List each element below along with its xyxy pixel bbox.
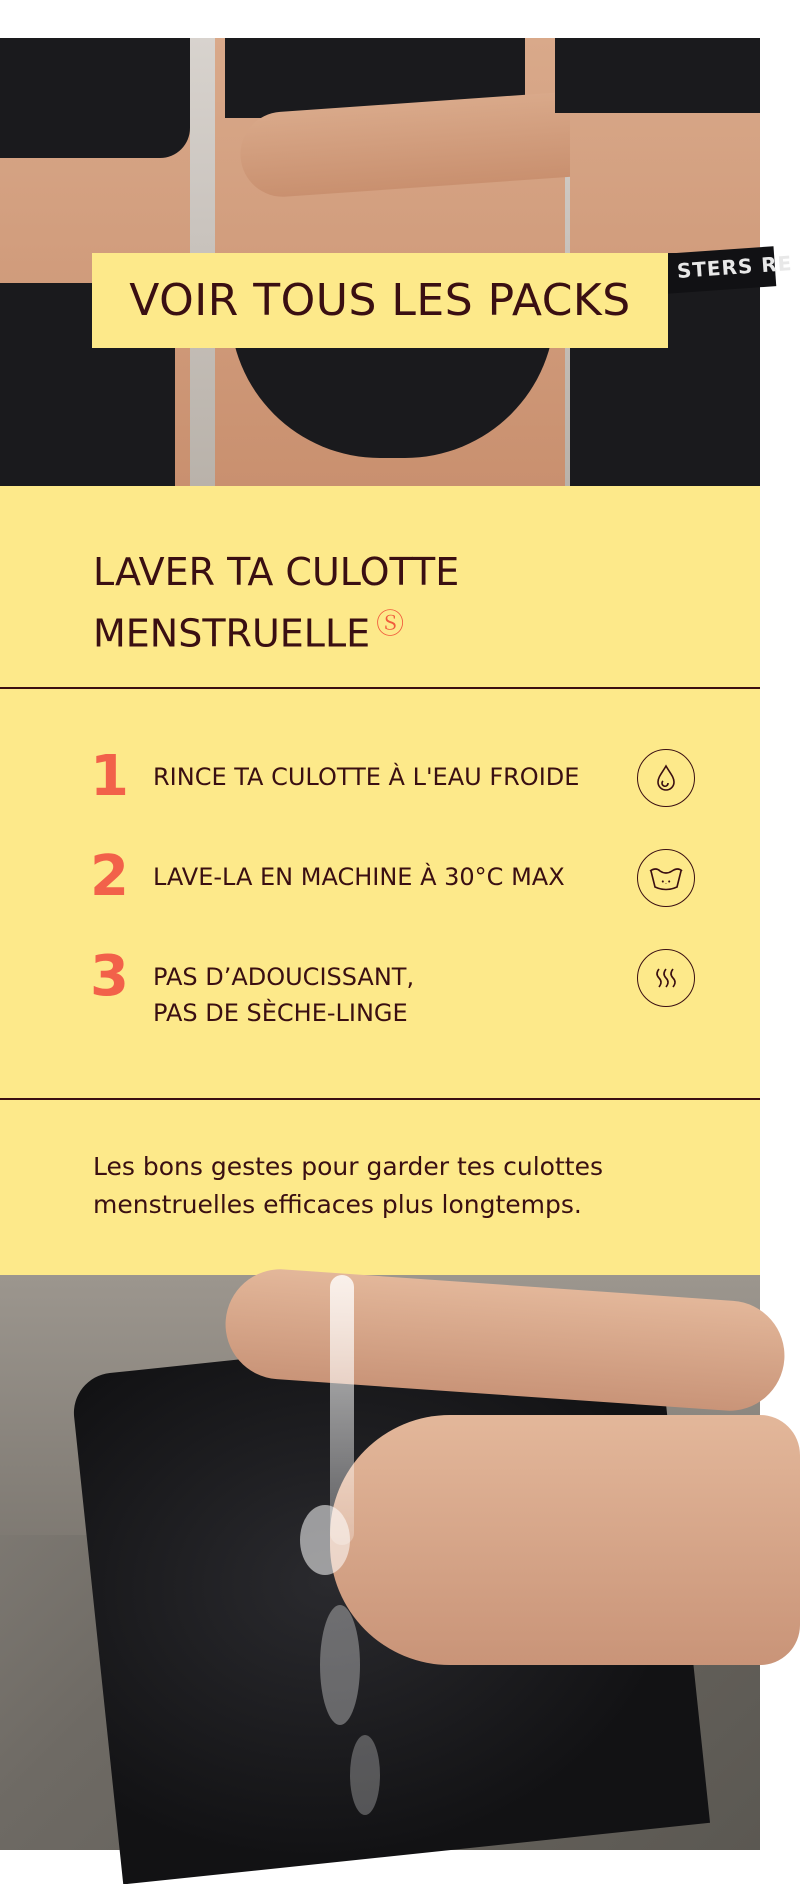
washing-basin-icon [637, 849, 695, 907]
left-figure-top [0, 38, 190, 158]
step-text: RINCE TA CULOTTE À L'EAU FROIDE [153, 763, 580, 791]
washing-photo [0, 1275, 760, 1850]
water-splash [350, 1735, 380, 1815]
wash-guide-title-text: LAVER TA CULOTTE MENSTRUELLE [93, 550, 460, 656]
right-figure-top [555, 38, 760, 113]
water-drop-icon [637, 749, 695, 807]
view-all-packs-button[interactable]: VOIR TOUS LES PACKS [92, 253, 668, 348]
hero-photo [0, 38, 794, 486]
wash-guide-description [0, 1100, 760, 1275]
svg-text:•.•: •.• [660, 878, 672, 886]
step-text: PAS D’ADOUCISSANT, PAS DE SÈCHE-LINGE [153, 963, 415, 1027]
water-splash [300, 1505, 350, 1575]
step-number: 2 [90, 844, 129, 909]
step-text: LAVE-LA EN MACHINE À 30°C MAX [153, 863, 565, 891]
water-stream [330, 1275, 354, 1545]
waistband-text: STERS RE [664, 246, 777, 294]
water-splash [320, 1605, 360, 1725]
step-number: 1 [90, 744, 129, 809]
lower-hand [330, 1415, 800, 1665]
wash-steps [0, 689, 760, 1098]
step-number: 3 [90, 944, 129, 1009]
heat-waves-icon [637, 949, 695, 1007]
wash-guide-title [93, 546, 653, 660]
brand-symbol-icon: Ⓢ [376, 607, 405, 640]
description-text: Les bons gestes pour garder tes culottes menstruelles efficaces plus longtemps. [93, 1152, 603, 1219]
wash-guide-header [0, 486, 760, 687]
